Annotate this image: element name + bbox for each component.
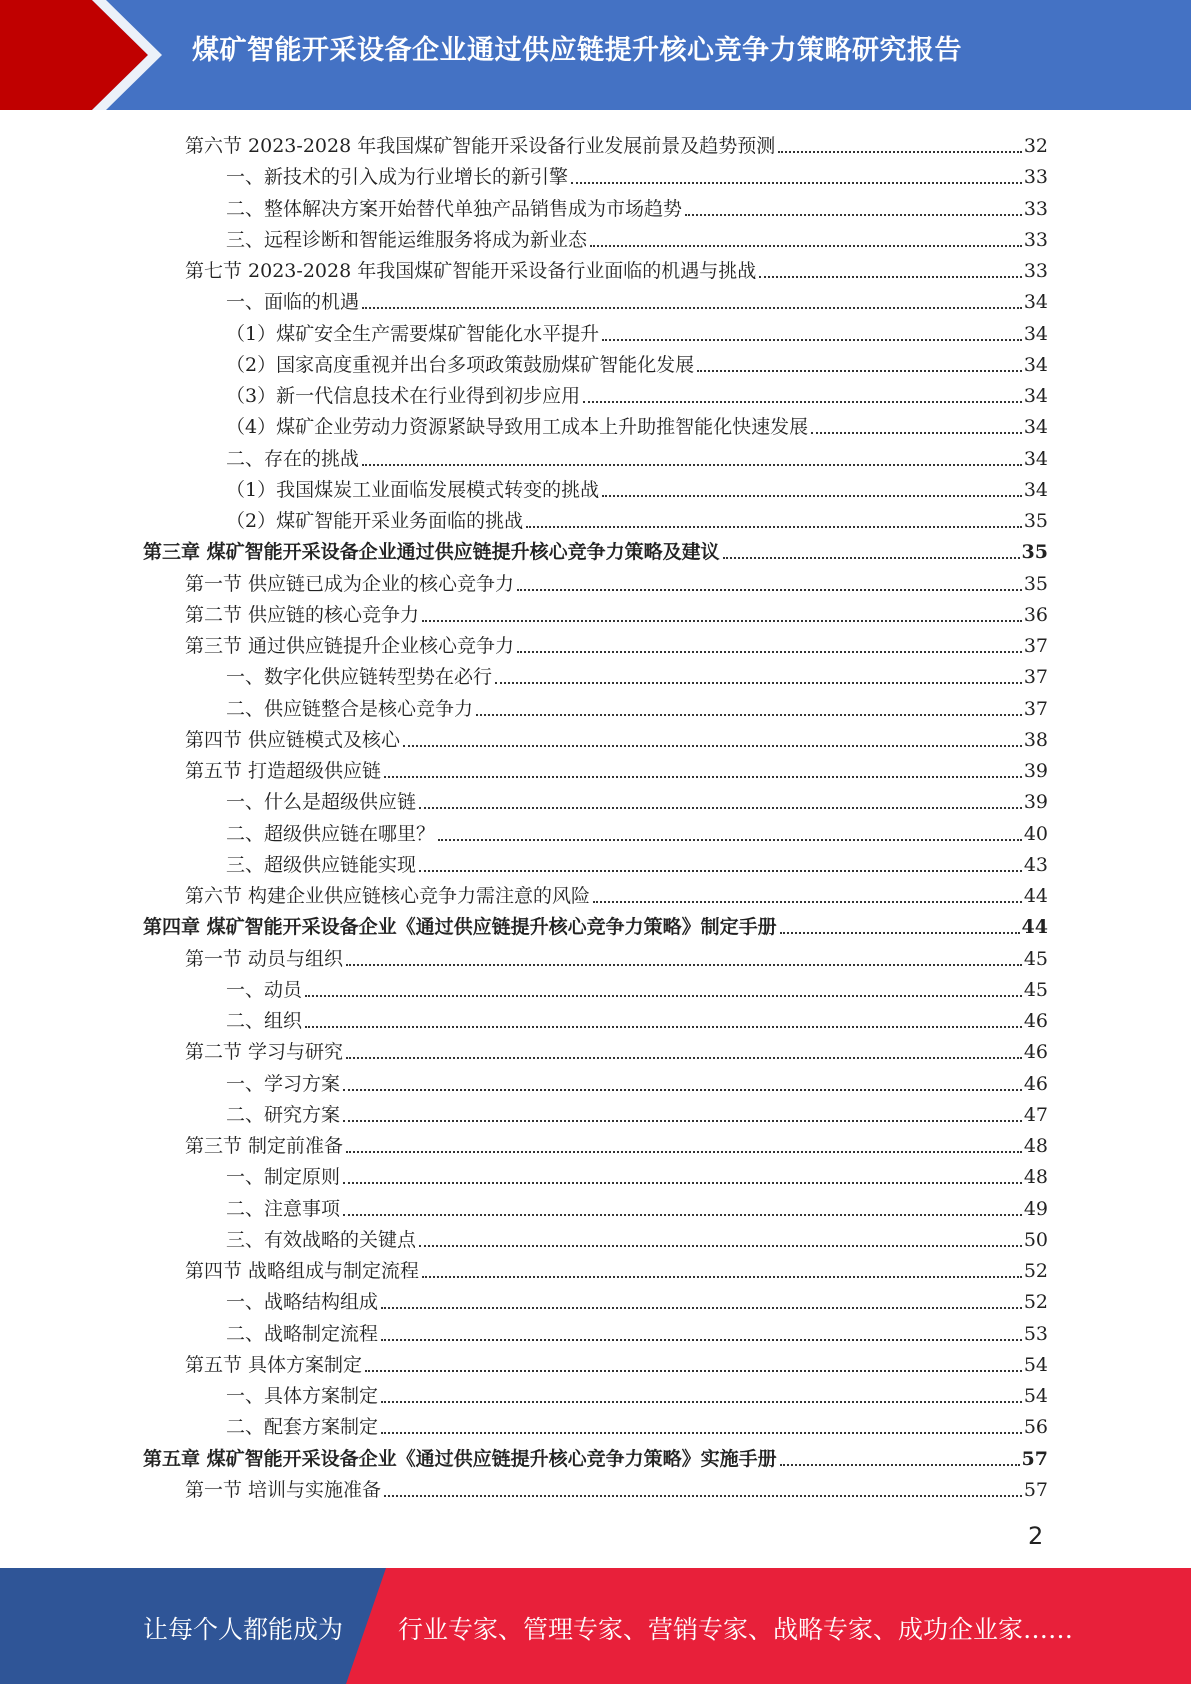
toc-entry[interactable] (226, 1158, 1048, 1189)
toc-entry-page: 56 (1023, 1416, 1048, 1439)
toc-entry[interactable] (185, 1346, 1048, 1377)
toc-entry[interactable] (226, 408, 1048, 439)
toc-dot-leader (593, 900, 1022, 903)
toc-entry[interactable] (226, 1065, 1048, 1096)
toc-dot-leader (517, 650, 1022, 653)
toc-entry-page: 37 (1023, 697, 1048, 720)
toc-entry[interactable] (185, 877, 1048, 908)
toc-entry-title: 第六节 构建企业供应链核心竞争力需注意的风险 (185, 885, 591, 907)
toc-dot-leader (362, 463, 1022, 466)
toc-entry-page: 33 (1023, 228, 1048, 251)
toc-entry-title: 三、有效战略的关键点 (226, 1228, 417, 1251)
toc-dot-leader (697, 369, 1022, 372)
toc-entry-title: 一、动员 (226, 978, 303, 1001)
toc-dot-leader (685, 213, 1022, 216)
toc-entry[interactable] (143, 1440, 1048, 1471)
toc-entry-title: 第三节 制定前准备 (185, 1135, 344, 1157)
toc-entry-title: 二、整体解决方案开始替代单独产品销售成为市场趋势 (226, 197, 683, 220)
toc-entry-page: 39 (1023, 791, 1048, 814)
toc-entry-title: 二、战略制定流程 (226, 1322, 379, 1345)
toc-entry[interactable] (185, 940, 1048, 971)
toc-entry[interactable] (143, 908, 1048, 939)
toc-entry[interactable] (226, 283, 1048, 314)
toc-entry[interactable] (226, 315, 1048, 346)
toc-entry-page: 57 (1021, 1447, 1048, 1470)
toc-entry-title: （1）煤矿安全生产需要煤矿智能化水平提升 (226, 322, 600, 345)
toc-entry-page: 34 (1023, 353, 1048, 376)
toc-dot-leader (346, 963, 1022, 966)
toc-entry[interactable] (226, 1283, 1048, 1314)
toc-entry[interactable] (185, 596, 1048, 627)
toc-entry[interactable] (226, 1190, 1048, 1221)
toc-entry-title: 一、什么是超级供应链 (226, 791, 417, 814)
toc-entry-title: （2）煤矿智能开采业务面临的挑战 (226, 510, 524, 532)
toc-entry[interactable] (226, 971, 1048, 1002)
toc-entry-page: 34 (1023, 322, 1048, 345)
toc-entry-title: 二、存在的挑战 (226, 447, 360, 470)
toc-dot-leader (343, 1181, 1022, 1184)
toc-dot-leader (343, 1119, 1022, 1122)
toc-entry-page: 52 (1023, 1291, 1048, 1314)
toc-entry[interactable] (143, 533, 1048, 564)
toc-entry-title: （4）煤矿企业劳动力资源紧缺导致用工成本上升助推智能化快速发展 (226, 416, 809, 439)
toc-entry-page: 35 (1023, 510, 1048, 532)
toc-entry-title: 第四节 供应链模式及核心 (185, 728, 401, 751)
toc-entry-page: 34 (1023, 291, 1048, 314)
toc-entry-title: 一、新技术的引入成为行业增长的新引擎 (226, 166, 569, 189)
toc-entry-title: 第五章 煤矿智能开采设备企业《通过供应链提升核心竞争力策略》实施手册 (143, 1447, 777, 1470)
toc-dot-leader (811, 431, 1022, 434)
toc-entry-page: 32 (1023, 135, 1048, 157)
toc-entry-title: 第四节 战略组成与制定流程 (185, 1260, 420, 1282)
toc-entry[interactable] (185, 1127, 1048, 1158)
toc-dot-leader (381, 1306, 1022, 1309)
toc-entry-title: 第五节 打造超级供应链 (185, 760, 382, 782)
toc-entry-page: 40 (1023, 822, 1048, 845)
toc-dot-leader (780, 931, 1020, 934)
toc-entry-title: （3）新一代信息技术在行业得到初步应用 (226, 385, 581, 407)
toc-entry-title: 第七节 2023-2028 年我国煤矿智能开采设备行业面临的机遇与挑战 (185, 260, 757, 282)
toc-entry[interactable] (185, 127, 1048, 158)
toc-entry-title: 一、战略结构组成 (226, 1291, 379, 1314)
toc-entry[interactable] (226, 783, 1048, 814)
toc-entry-page: 46 (1023, 1072, 1048, 1095)
toc-entry-page: 33 (1023, 197, 1048, 220)
toc-entry-title: 二、组织 (226, 1010, 303, 1032)
toc-entry-page: 47 (1023, 1103, 1048, 1126)
toc-entry-page: 33 (1023, 260, 1048, 282)
toc-entry-title: 第二节 学习与研究 (185, 1041, 344, 1064)
footer-slogan-left: 让每个人都能成为 (143, 1615, 344, 1644)
toc-entry-page: 54 (1023, 1353, 1048, 1376)
toc-dot-leader (590, 244, 1022, 247)
page-header (0, 0, 1191, 110)
toc-dot-leader (346, 1056, 1022, 1059)
toc-dot-leader (422, 1275, 1022, 1278)
toc-entry-page: 37 (1023, 666, 1048, 689)
toc-entry-title: （2）国家高度重视并出台多项政策鼓励煤矿智能化发展 (226, 353, 695, 376)
toc-entry[interactable] (226, 690, 1048, 721)
toc-entry-page: 44 (1021, 916, 1048, 939)
toc-entry-page: 37 (1023, 635, 1048, 657)
toc-dot-leader (365, 1369, 1022, 1372)
toc-entry[interactable] (226, 440, 1048, 471)
toc-entry-title: 第一节 动员与组织 (185, 947, 344, 970)
toc-dot-leader (602, 494, 1022, 497)
toc-entry-page: 34 (1023, 385, 1048, 407)
toc-entry-page: 48 (1023, 1135, 1048, 1157)
toc-entry-page: 43 (1023, 853, 1048, 876)
toc-dot-leader (517, 588, 1022, 591)
toc-entry-page: 46 (1023, 1010, 1048, 1032)
toc-entry[interactable] (226, 1221, 1048, 1252)
toc-dot-leader (419, 806, 1022, 809)
toc-entry-page: 52 (1023, 1260, 1048, 1282)
toc-entry[interactable] (185, 565, 1048, 596)
toc-entry-page: 46 (1023, 1041, 1048, 1064)
toc-entry-page: 44 (1023, 885, 1048, 907)
toc-entry-page: 45 (1023, 978, 1048, 1001)
toc-entry[interactable] (185, 1033, 1048, 1064)
toc-entry[interactable] (226, 377, 1048, 408)
toc-dot-leader (778, 150, 1022, 153)
toc-entry[interactable] (185, 752, 1048, 783)
toc-dot-leader (384, 1494, 1022, 1497)
toc-dot-leader (419, 869, 1022, 872)
toc-entry-page: 35 (1021, 541, 1048, 564)
toc-dot-leader (526, 525, 1022, 528)
toc-entry[interactable] (226, 346, 1048, 377)
toc-entry-title: 第二节 供应链的核心竞争力 (185, 603, 420, 626)
toc-entry-title: 二、注意事项 (226, 1197, 341, 1220)
toc-entry[interactable] (226, 502, 1048, 533)
toc-dot-leader (438, 838, 1022, 841)
toc-entry[interactable] (185, 252, 1048, 283)
toc-entry-page: 49 (1023, 1197, 1048, 1220)
toc-dot-leader (780, 1463, 1020, 1466)
toc-entry[interactable] (226, 658, 1048, 689)
toc-dot-leader (419, 1244, 1022, 1247)
page-footer (0, 1568, 1191, 1684)
toc-entry-page: 34 (1023, 478, 1048, 501)
toc-entry-title: 二、配套方案制定 (226, 1416, 379, 1439)
toc-entry[interactable] (226, 1315, 1048, 1346)
toc-entry-title: 第四章 煤矿智能开采设备企业《通过供应链提升核心竞争力策略》制定手册 (143, 916, 777, 939)
toc-dot-leader (384, 775, 1022, 778)
toc-dot-leader (305, 1025, 1022, 1028)
toc-entry[interactable] (185, 1471, 1048, 1502)
toc-entry[interactable] (185, 721, 1048, 752)
toc-entry-page: 50 (1023, 1228, 1048, 1251)
toc-entry[interactable] (226, 221, 1048, 252)
toc-dot-leader (495, 681, 1022, 684)
toc-entry-page: 38 (1023, 728, 1048, 751)
toc-entry-page: 34 (1023, 447, 1048, 470)
toc-entry-title: 一、面临的机遇 (226, 291, 360, 314)
toc-entry-page: 36 (1023, 603, 1048, 626)
toc-entry-title: 第三节 通过供应链提升企业核心竞争力 (185, 635, 515, 657)
toc-entry-title: 三、远程诊断和智能运维服务将成为新业态 (226, 228, 588, 251)
toc-entry-page: 54 (1023, 1385, 1048, 1407)
toc-entry-page: 33 (1023, 166, 1048, 189)
toc-entry-title: 第五节 具体方案制定 (185, 1353, 363, 1376)
toc-entry-page: 34 (1023, 416, 1048, 439)
toc-entry[interactable] (226, 1377, 1048, 1408)
toc-dot-leader (759, 275, 1022, 278)
toc-entry[interactable] (226, 1408, 1048, 1439)
toc-dot-leader (583, 400, 1022, 403)
toc-entry-title: 一、数字化供应链转型势在必行 (226, 666, 493, 689)
toc-entry-page: 45 (1023, 947, 1048, 970)
toc-entry-title: 第三章 煤矿智能开采设备企业通过供应链提升核心竞争力策略及建议 (143, 541, 720, 564)
toc-entry[interactable] (185, 1252, 1048, 1283)
toc-dot-leader (476, 713, 1022, 716)
toc-entry[interactable] (185, 627, 1048, 658)
header-title: 煤矿智能开采设备企业通过供应链提升核心竞争力策略研究报告 (192, 35, 962, 66)
toc-entry-title: 二、供应链整合是核心竞争力 (226, 697, 474, 720)
toc-entry-page: 53 (1023, 1322, 1048, 1345)
toc-dot-leader (346, 1150, 1022, 1153)
toc-dot-leader (305, 994, 1022, 997)
toc-entry-page: 35 (1023, 572, 1048, 595)
toc-entry[interactable] (226, 190, 1048, 221)
toc-entry[interactable] (226, 815, 1048, 846)
toc-dot-leader (602, 338, 1022, 341)
toc-entry-title: 一、制定原则 (226, 1166, 341, 1189)
toc-dot-leader (381, 1431, 1022, 1434)
toc-entry-page: 48 (1023, 1166, 1048, 1189)
toc-entry-page: 39 (1023, 760, 1048, 782)
toc-entry[interactable] (226, 1096, 1048, 1127)
toc-entry[interactable] (226, 846, 1048, 877)
toc-entry-title: 第一节 供应链已成为企业的核心竞争力 (185, 572, 515, 595)
page-number: 2 (1028, 1522, 1044, 1550)
toc-entry-title: 一、具体方案制定 (226, 1385, 379, 1407)
footer-slogan-right: 行业专家、管理专家、营销专家、战略专家、成功企业家…… (398, 1615, 1074, 1644)
toc-entry[interactable] (226, 471, 1048, 502)
toc-entry-title: 一、学习方案 (226, 1072, 341, 1095)
toc-entry-title: 二、超级供应链在哪里？ (226, 822, 436, 845)
toc-entry[interactable] (226, 158, 1048, 189)
toc-dot-leader (571, 181, 1022, 184)
toc-entry-title: （1）我国煤炭工业面临发展模式转变的挑战 (226, 478, 600, 501)
toc-entry[interactable] (226, 1002, 1048, 1033)
toc-entry-page: 57 (1023, 1478, 1048, 1501)
toc-entry-title: 第六节 2023-2028 年我国煤矿智能开采设备行业发展前景及趋势预测 (185, 135, 776, 157)
toc-dot-leader (362, 306, 1022, 309)
toc-dot-leader (723, 556, 1020, 559)
toc-entry-title: 三、超级供应链能实现 (226, 853, 417, 876)
toc-dot-leader (343, 1088, 1022, 1091)
toc-dot-leader (381, 1338, 1022, 1341)
toc-dot-leader (403, 744, 1022, 747)
toc-entry-title: 第一节 培训与实施准备 (185, 1478, 382, 1501)
toc-dot-leader (422, 619, 1022, 622)
toc-dot-leader (381, 1400, 1022, 1403)
toc-dot-leader (343, 1213, 1022, 1216)
toc-entry-title: 二、研究方案 (226, 1103, 341, 1126)
